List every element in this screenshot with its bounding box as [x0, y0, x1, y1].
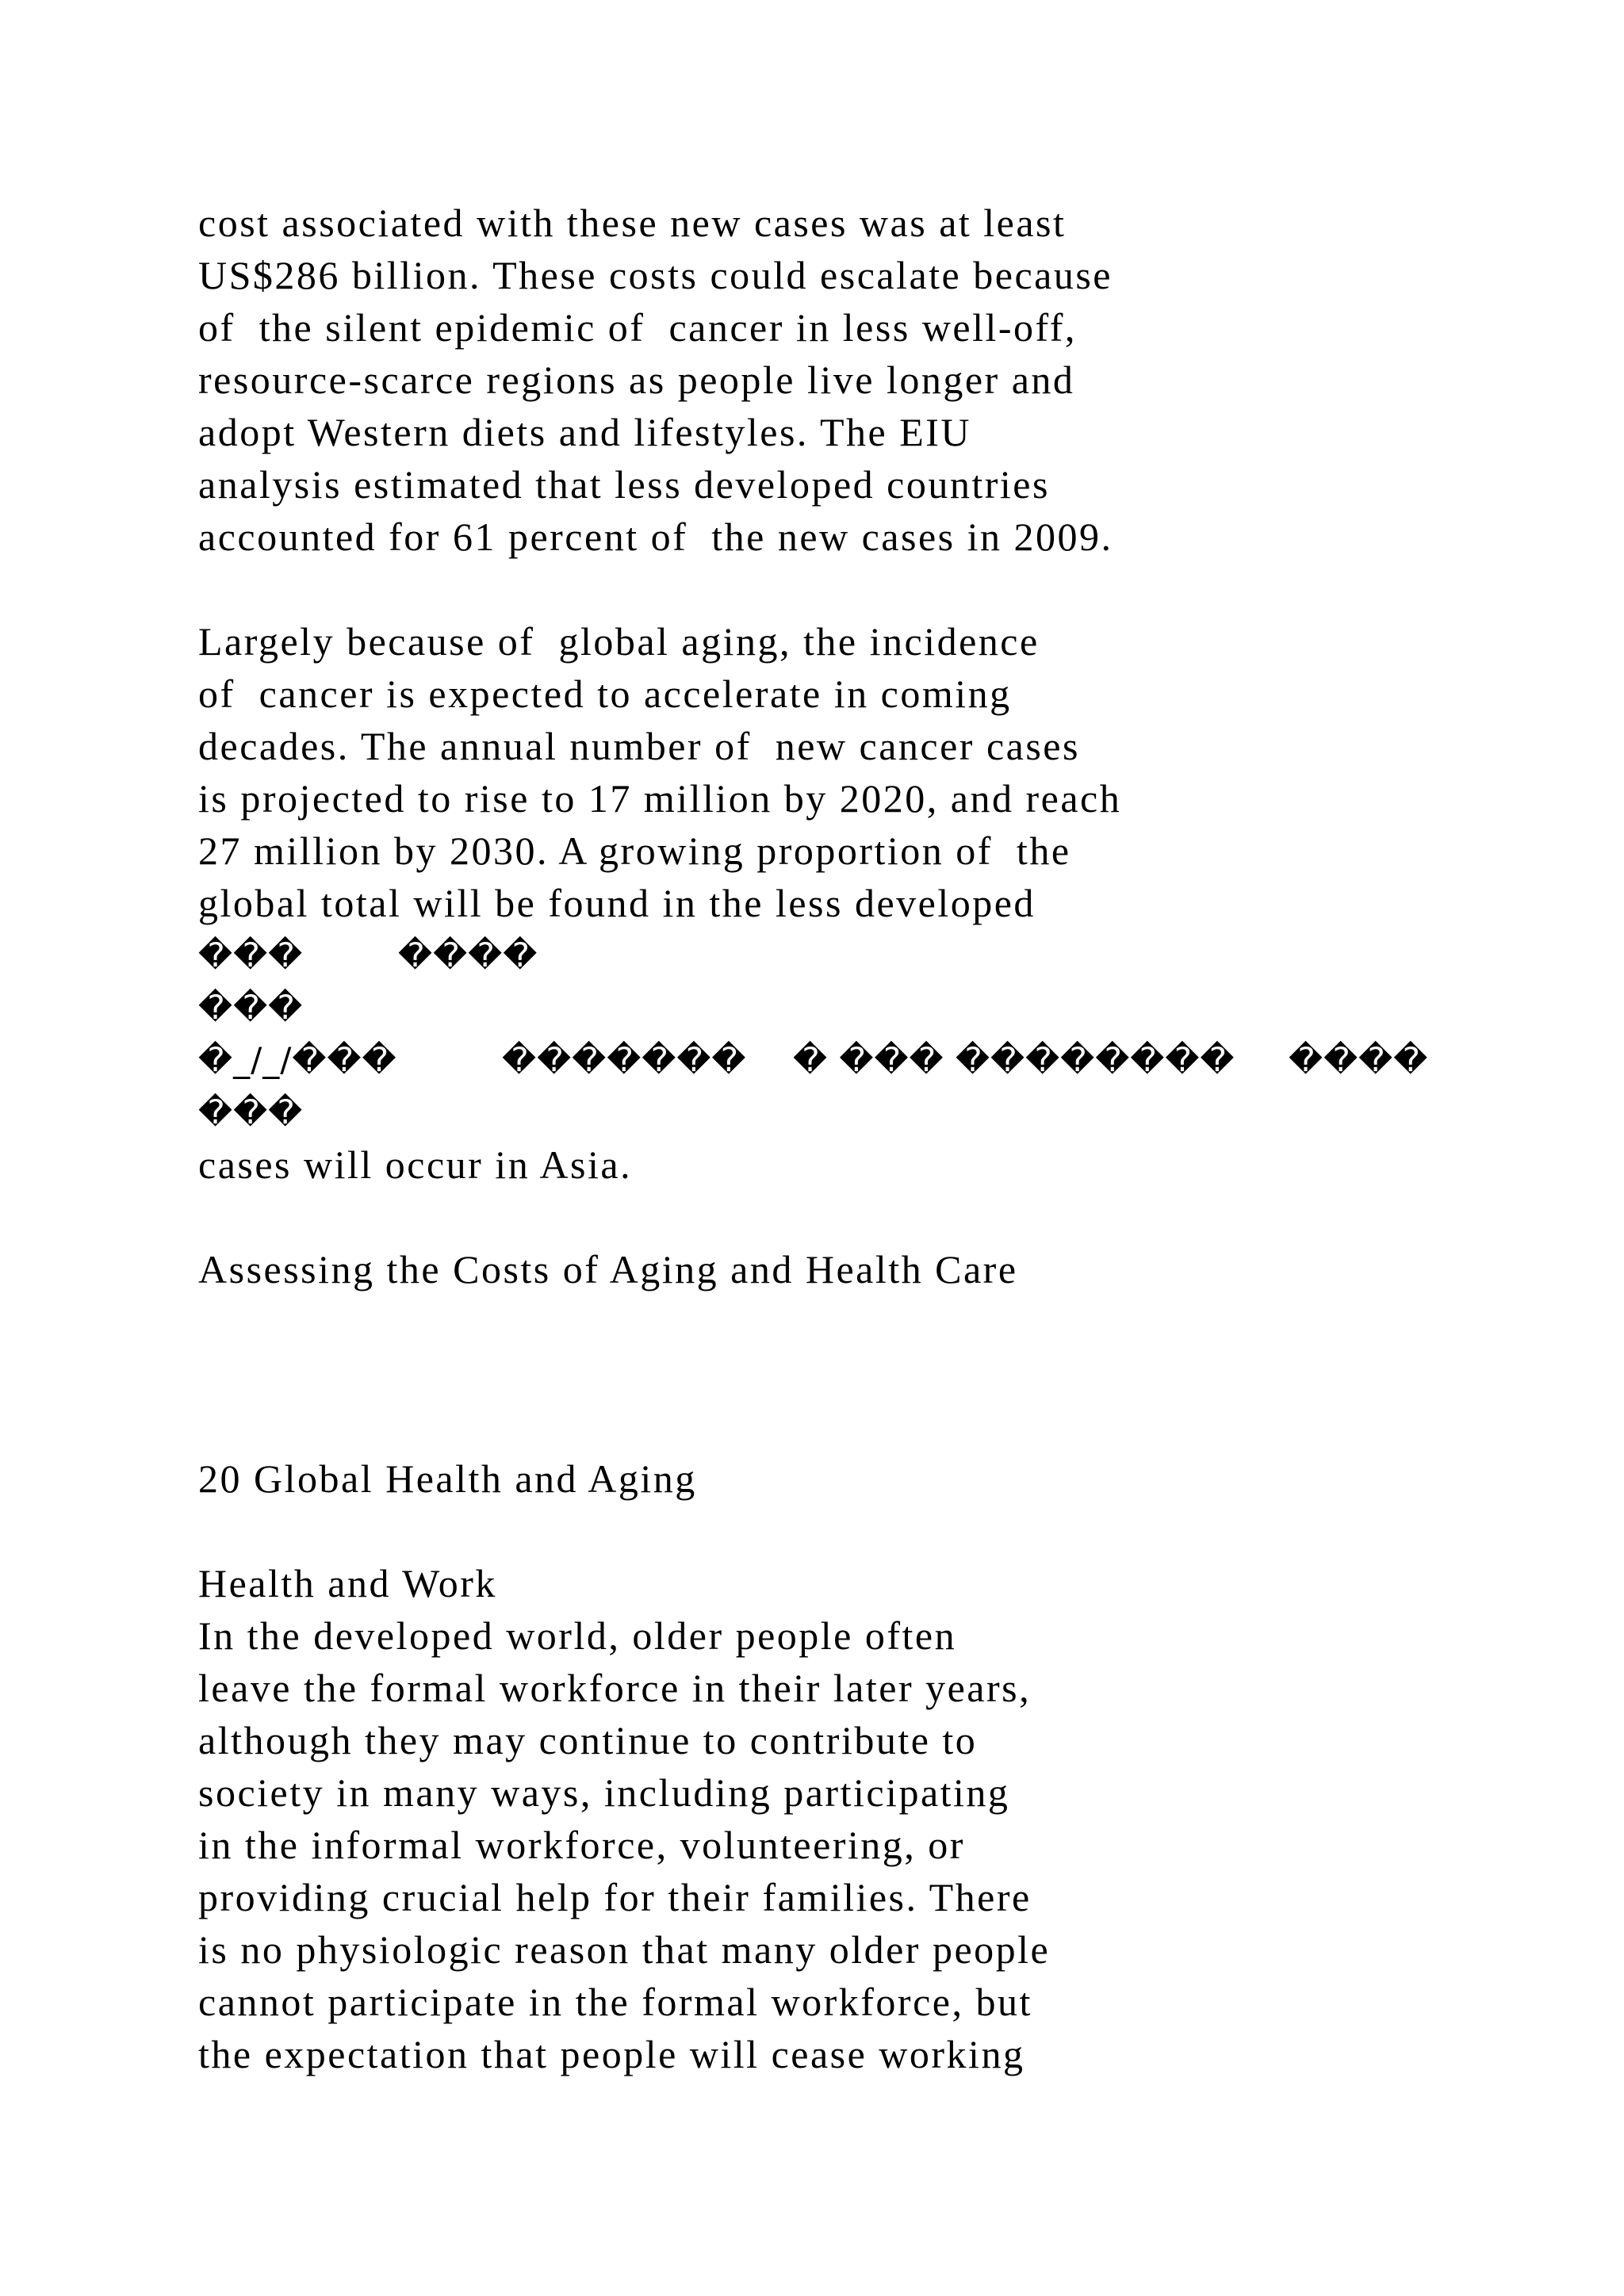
text-line: cannot participate in the formal workforce, but — [198, 1980, 1032, 2024]
text-line: leave the formal workforce in their later years, — [198, 1666, 1032, 1710]
page-header: 20 Global Health and Aging — [198, 1456, 697, 1501]
text-line: 27 million by 2030. A growing proportion of the — [198, 828, 1071, 873]
text-line: society in many ways, including participating — [198, 1770, 1010, 1815]
text-line: adopt Western diets and lifestyles. The EIU — [198, 410, 972, 454]
garbled-glyphs: � ��� �������� — [793, 1040, 1235, 1079]
text-line: is projected to rise to 17 million by 2020, and reach — [198, 776, 1122, 821]
garbled-glyphs: ������� — [502, 1040, 747, 1079]
text-line: is no physiologic reason that many older people — [198, 1927, 1051, 1972]
text-line: of cancer is expected to accelerate in coming — [198, 672, 1012, 716]
text-line: accounted for 61 percent of the new cases in 2009. — [198, 515, 1113, 559]
garbled-glyphs: ��� — [198, 988, 304, 1027]
text-line: the expectation that people will cease working — [198, 2032, 1025, 2076]
text-line: analysis estimated that less developed countries — [198, 462, 1050, 507]
garbled-glyphs: ��� — [198, 1093, 304, 1131]
text-line: decades. The annual number of new cancer cases — [198, 724, 1080, 768]
text-line: US$286 billion. These costs could escalate because — [198, 253, 1113, 297]
section-caption: Assessing the Costs of Aging and Health Care — [198, 1247, 1018, 1292]
text-line: in the informal workforce, volunteering, or — [198, 1823, 965, 1867]
section-heading: Health and Work — [198, 1561, 497, 1605]
text-line: although they may continue to contribute to — [198, 1718, 978, 1762]
text-line: providing crucial help for their families. There — [198, 1875, 1032, 1919]
garbled-glyphs: ���� — [398, 936, 538, 974]
garbled-glyphs: �_/_/��� — [198, 1040, 397, 1079]
garbled-glyphs: ��� — [198, 936, 304, 974]
text-line: of the silent epidemic of cancer in less well-off, — [198, 305, 1077, 350]
text-line: resource-scarce regions as people live longer and — [198, 358, 1075, 402]
text-line: Largely because of global aging, the incidence — [198, 619, 1040, 664]
text-line: global total will be found in the less developed — [198, 881, 1036, 925]
text-line: cost associated with these new cases was at least — [198, 201, 1067, 245]
garbled-glyphs: ���� — [1289, 1040, 1429, 1079]
text-line: cases will occur in Asia. — [198, 1142, 633, 1187]
text-line: In the developed world, older people often — [198, 1613, 957, 1658]
